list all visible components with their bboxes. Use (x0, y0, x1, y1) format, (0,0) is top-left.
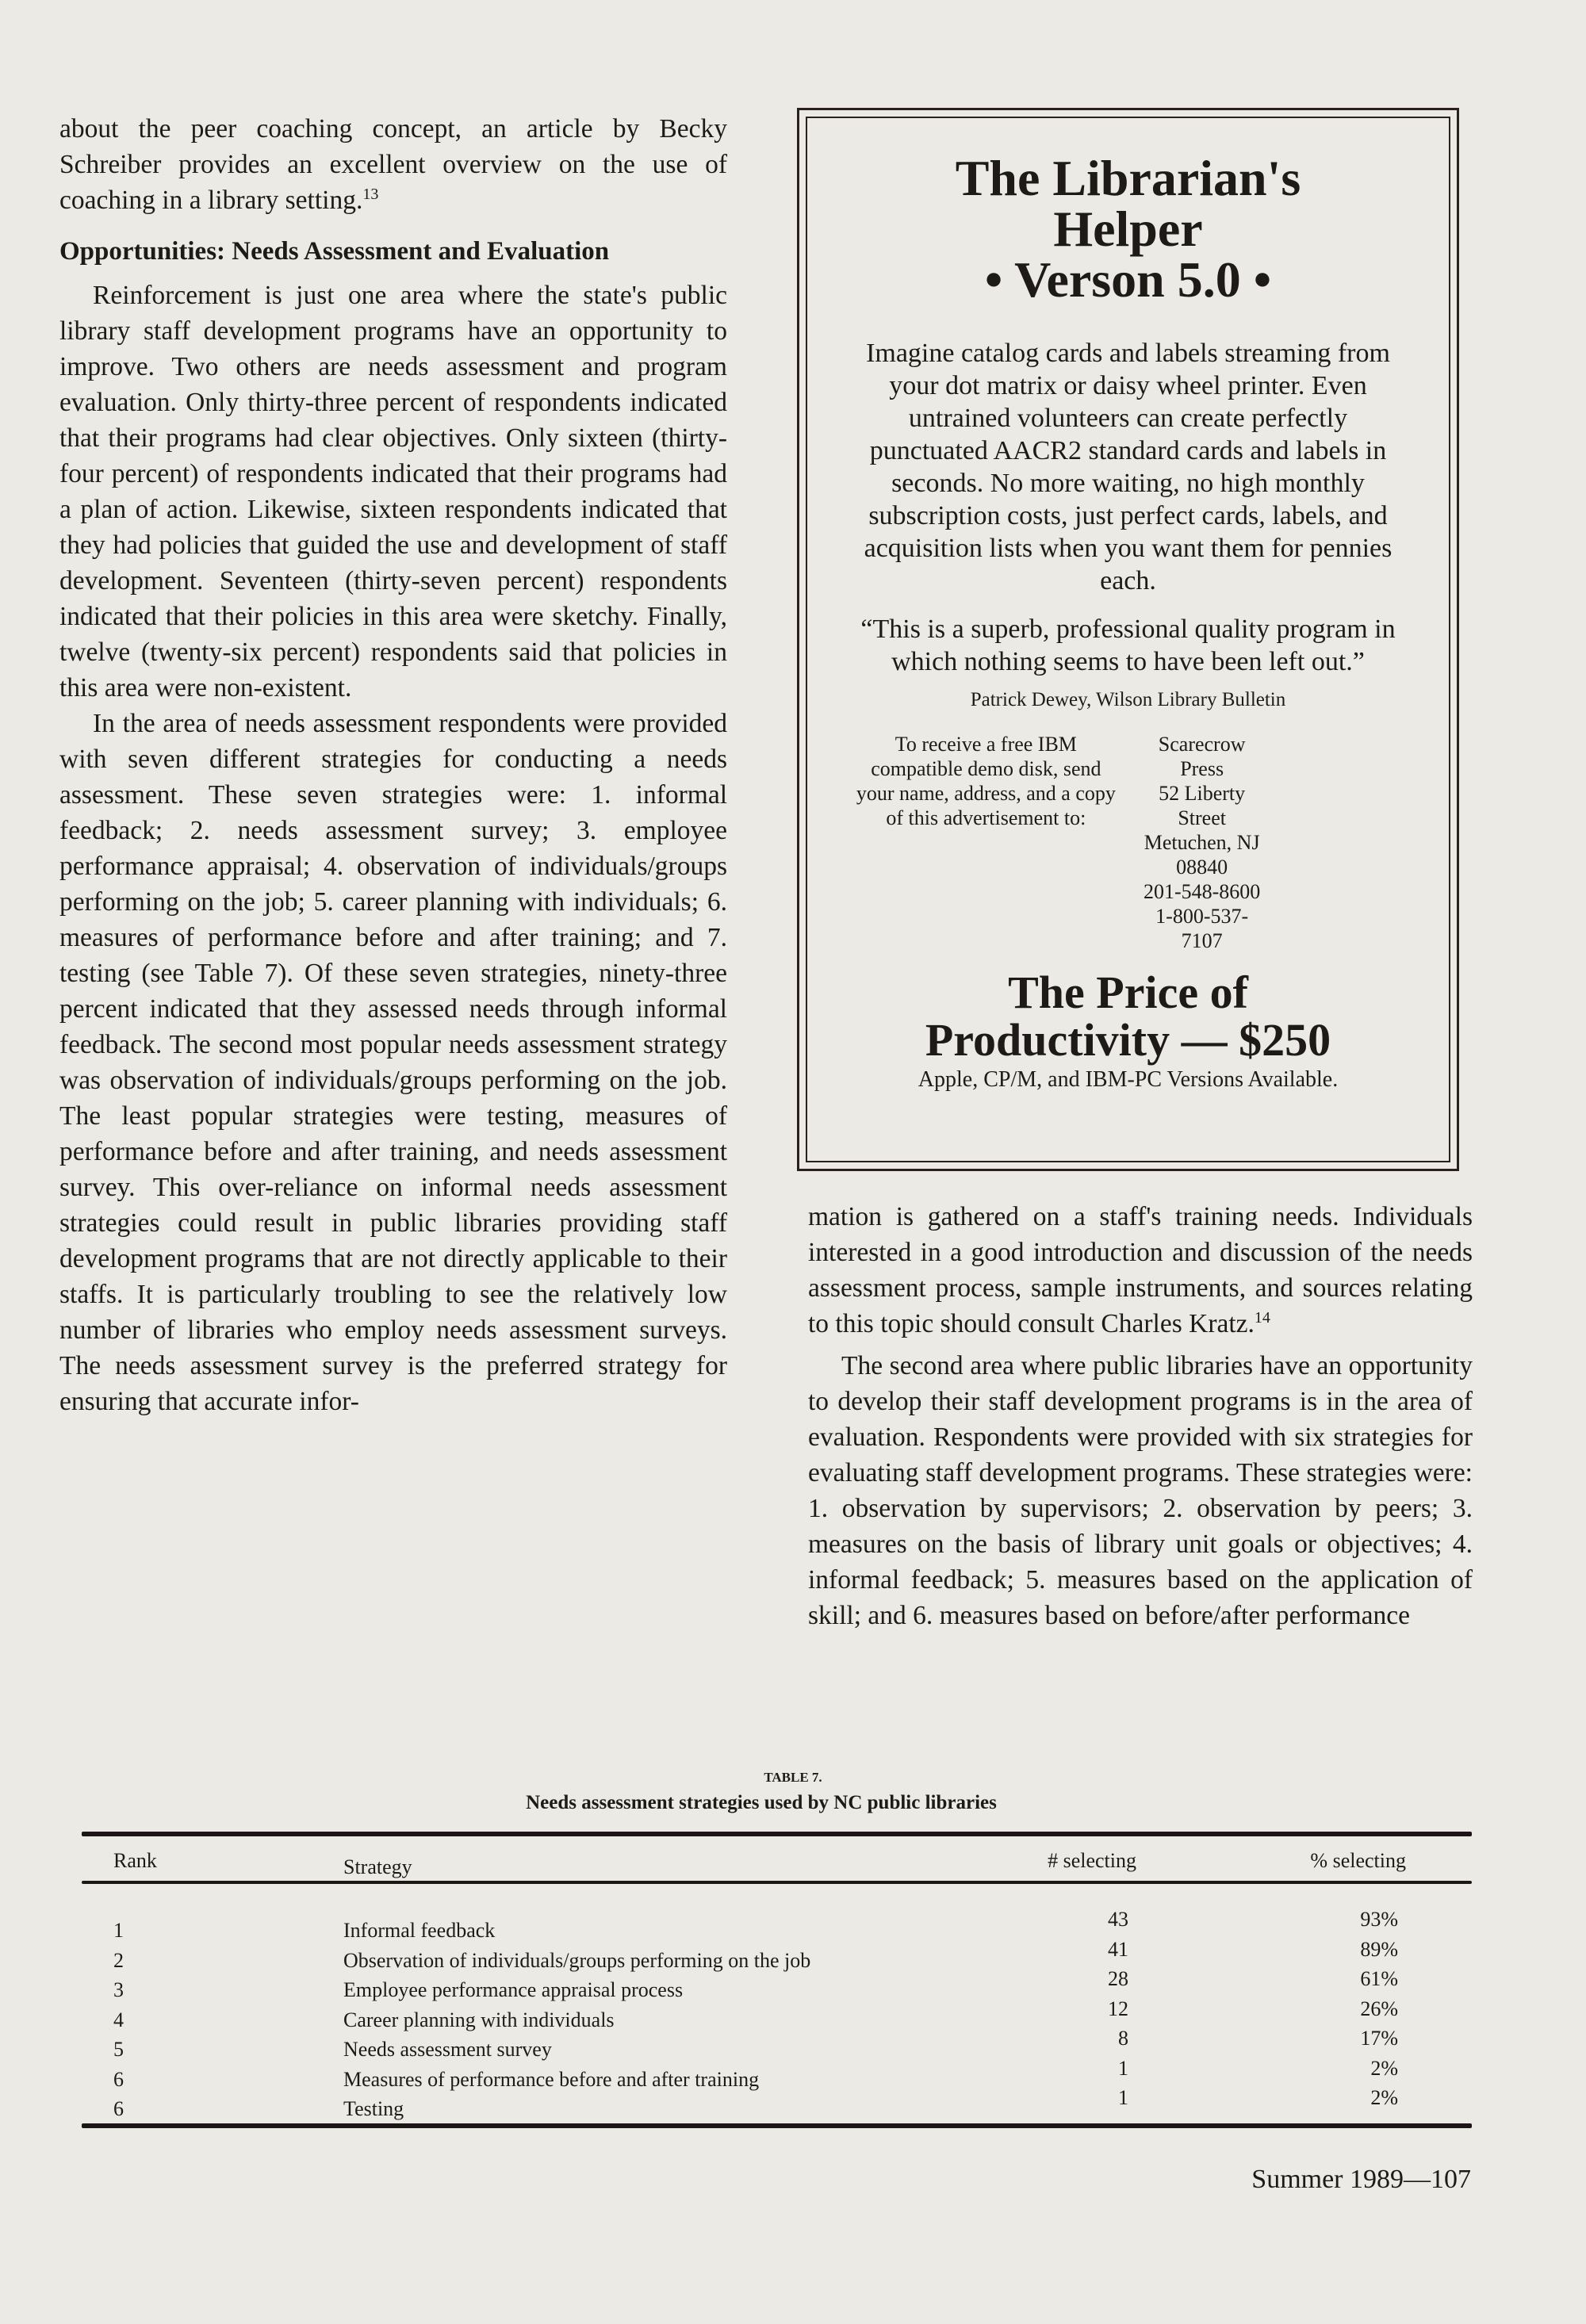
strategy-cell: Informal feedback (343, 1919, 496, 1942)
percent-cell: 17% (1360, 2027, 1398, 2050)
count-cell: 41 (1108, 1937, 1128, 1961)
left-column (59, 111, 727, 1419)
phone: 201-548-8600 (1143, 880, 1261, 903)
percent-cell: 61% (1360, 1967, 1398, 1990)
table-row (82, 2086, 1472, 2120)
ad-price-line: Productivity — $250 (925, 1014, 1331, 1066)
rank-cell: 3 (113, 1978, 124, 2001)
section-heading: Opportunities: Needs Assessment and Evaluation (59, 237, 610, 266)
count-cell: 1 (1118, 2056, 1128, 2080)
rank-cell: 1 (113, 1919, 124, 1942)
table-row (82, 1908, 1472, 1942)
percent-cell: 93% (1360, 1908, 1398, 1931)
percent-cell: 89% (1360, 1937, 1398, 1961)
city: Metuchen, NJ 08840 (1144, 831, 1260, 879)
header-count: # selecting (1048, 1849, 1136, 1872)
footnote-ref: 13 (362, 185, 379, 203)
intro-paragraph (59, 111, 727, 218)
phone: 1-800-537-7107 (1155, 905, 1249, 952)
table-label: TABLE 7. (764, 1770, 822, 1785)
ad-attribution: Patrick Dewey, Wilson Library Bulletin (970, 689, 1286, 710)
table-row (82, 1967, 1472, 2001)
strategy-cell: Employee performance appraisal process (343, 1978, 684, 2001)
ad-offer: To receive a free IBM compatible demo disk, send your name, address, and a copy of this advertisement to: (856, 733, 1116, 829)
table-bottom-rule (82, 2123, 1472, 2128)
percent-cell: 2% (1370, 2056, 1398, 2080)
rank-cell: 6 (113, 2067, 124, 2091)
table-header-rule (82, 1881, 1472, 1884)
ad-versions: Apple, CP/M, and IBM-PC Versions Available. (918, 1067, 1339, 1092)
paragraph-text: mation is gathered on a staff's training needs. Individuals interested in a good introduction and discussion of the needs assessment process, sample instruments, and sources relating to this topic should consult Charles Kratz. (808, 1202, 1473, 1338)
ad-title (807, 150, 1449, 308)
count-cell: 43 (1108, 1908, 1128, 1931)
rank-cell: 6 (113, 2097, 124, 2120)
strategy-cell: Observation of individuals/groups performing on the job (343, 1948, 811, 1972)
street: 52 Liberty Street (1159, 782, 1246, 829)
ad-inner-border (806, 117, 1450, 1162)
ad-price-line: The Price of (1008, 967, 1248, 1018)
percent-cell: 26% (1360, 1997, 1398, 2020)
paragraph: In the area of needs assessment respondents were provided with seven different strategies for conducting a needs assessment. These seven strategies were: 1. informal feedback; 2. needs assessment survey; 3. employee performance appraisal; 4. observation of individuals/groups performing on the job; 5. career planning with individuals; 6. measures of performance before and after training; and 7. testing (see Table 7). Of these seven strategies, ninety-three percent indicated that they assessed needs through informal feedback. The second most popular needs assessment strategy was observation of individuals/groups performing on the job. The least popular strategies were testing, measures of performance before and after training, and needs assessment survey. This over-reliance on informal needs assessment strategies could result in public libraries providing staff development programs that are not directly applicable to their staffs. It is particularly troubling to see the relatively low number of libraries who employ needs assessment surveys. The needs assessment survey is the preferred strategy for ensuring that accurate infor- (59, 709, 727, 1416)
ad-body: Imagine catalog cards and labels streaming from your dot matrix or daisy wheel printer. Even untrained volunteers can create perfectly punctuated AACR2 standard cards and labels in seconds. No more waiting, no high monthly subscription costs, just perfect cards, labels, and acquisition lists when you want them for pennies each. (864, 339, 1393, 595)
strategy-cell: Testing (343, 2097, 404, 2120)
footnote-ref: 14 (1254, 1308, 1270, 1327)
ad-contact (855, 732, 1401, 953)
paragraph (808, 1199, 1473, 1342)
advertisement (797, 108, 1459, 1171)
table-row (82, 1997, 1472, 2031)
table-title: Needs assessment strategies used by NC public libraries (526, 1792, 997, 1813)
count-cell: 8 (1118, 2027, 1128, 2050)
count-cell: 28 (1108, 1967, 1128, 1990)
header-rank: Rank (113, 1849, 157, 1872)
rank-cell: 2 (113, 1948, 124, 1972)
strategy-cell: Needs assessment survey (343, 2038, 552, 2061)
table-header (82, 1849, 1472, 1878)
header-strategy: Strategy (343, 1855, 412, 1878)
page-footer: Summer 1989—107 (1251, 2165, 1471, 2194)
table-row (82, 2027, 1472, 2061)
percent-cell: 2% (1370, 2086, 1398, 2109)
table-row (82, 1937, 1472, 1972)
ad-price (807, 969, 1449, 1064)
rank-cell: 4 (113, 2008, 124, 2031)
ad-quote: “This is a superb, professional quality program in which nothing seems to have been left out.” (860, 615, 1396, 676)
table-top-rule (82, 1832, 1472, 1836)
rank-cell: 5 (113, 2038, 124, 2061)
ad-address (1139, 732, 1401, 953)
count-cell: 12 (1108, 1997, 1128, 2020)
table-row (82, 2056, 1472, 2091)
right-column (808, 1199, 1473, 1633)
count-cell: 1 (1118, 2086, 1128, 2109)
ad-title-line: The Librarian's (955, 150, 1301, 206)
paragraph: The second area where public libraries have an opportunity to develop their staff development programs is in the area of evaluation. Respondents were provided with six strategies for evaluating staff development programs. These strategies were: 1. observation by supervisors; 2. observation by peers; 3. measures on the basis of library unit goals or objectives; 4. informal feedback; 5. measures based on the application of skill; and 6. measures based on before/after performance (808, 1351, 1473, 1630)
intro-text: about the peer coaching concept, an article by Becky Schreiber provides an excellent overview on the use of coaching in a library setting. (59, 114, 727, 215)
header-percent: % selecting (1310, 1849, 1406, 1872)
ad-title-line: • Verson 5.0 • (984, 251, 1272, 308)
paragraph: Reinforcement is just one area where the state's public library staff development programs have an opportunity to improve. Two others are needs assessment and program evaluation. Only thirty-three percent of respondents indicated that their programs had clear objectives. Only sixteen (thirty-four percent) of respondents indicated that their programs had a plan of action. Likewise, sixteen respondents indicated that they had policies that guided the use and development of staff development. Seventeen (thirty-seven percent) respondents indicated that their policies in this area were sketchy. Finally, twelve (twenty-six percent) respondents said that policies in this area were non-existent. (59, 281, 727, 703)
ad-title-line: Helper (1053, 201, 1203, 257)
publisher: Scarecrow Press (1158, 733, 1246, 780)
strategy-cell: Career planning with individuals (343, 2008, 615, 2031)
strategy-cell: Measures of performance before and after training (343, 2067, 760, 2091)
